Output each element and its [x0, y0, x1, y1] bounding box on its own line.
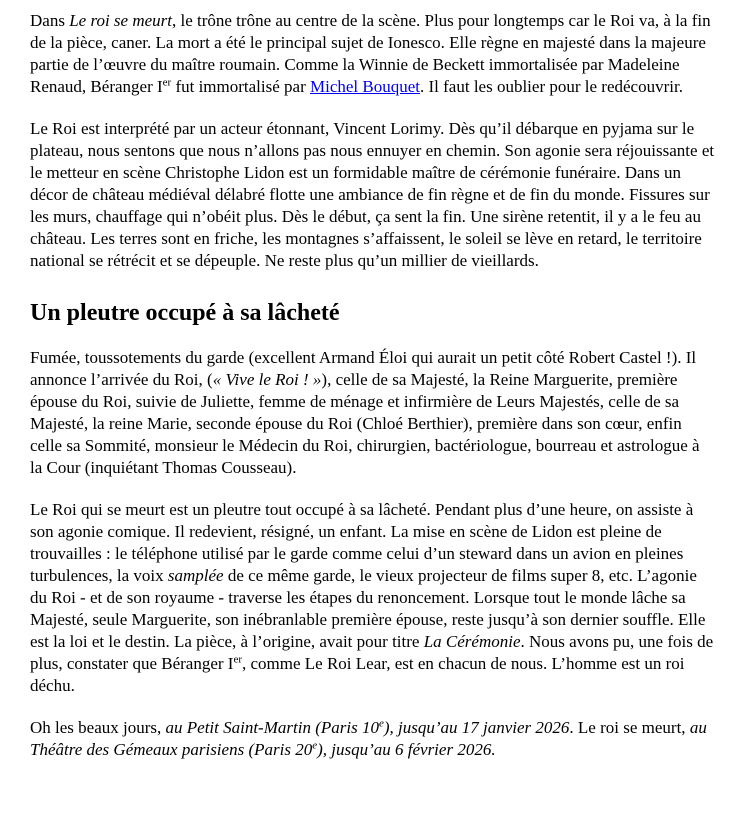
text-segment: Oh les beaux jours,: [30, 718, 166, 737]
italic-text: Le roi se meurt: [69, 11, 172, 30]
text-segment: Le Roi est interprété par un acteur étonnant, Vincent Lorimy. Dès qu’il débarque en pyjama sur le plateau, nous sentons que nous n’allons pas nous ennuyer en chemin. Son agonie sera réjouissante et le metteur en scène Christophe Lidon est un formidable maître de cérémonie funéraire. Dans un décor de château médiéval délabré flotte une ambiance de fin règne et de fin du monde. Fissures sur les murs, chauffage qui n’obéit plus. Dès le début, ça sent la fin. Une sirène retentit, il y a le feu au château. Les terres sont en friche, les montagnes s’affaissent, le soleil se lève en retard, le territoire national se rétrécit et se dépeuple. Ne reste plus qu’un millier de vieillards.: [30, 119, 715, 270]
text-segment: de ce même garde, le vieux projecteur de films super 8, etc. L’agonie du Roi - et de son royaume - traverse les étapes du renoncement. Lorsque tout le monde lâche sa Majesté, seule Marguerite, son inébranlable première épouse, reste jusqu’à son dernier souffle. Elle est la loi et le destin. La pièce, à l’origine, avait pour titre: [30, 566, 706, 651]
text-segment: . Il faut les oublier pour le redécouvrir.: [420, 77, 683, 96]
text-segment: , comme Le Roi Lear, est en chacun de nous. L’homme est un roi déchu.: [30, 654, 685, 695]
text-segment: ), celle de sa Majesté, la Reine Marguerite, première épouse du Roi, suivie de Juliette, femme de ménage et infirmière de Leurs Majestés, celle de sa Majesté, la reine Marie, seconde épouse du Roi (Chloé Berthier), première dans son cœur, enfin celle sa Sommité, monsieur le Médecin du Roi, chirurgien, bactériologue, bourreau et astrologue à la Cour (inquiétant Thomas Cousseau).: [30, 370, 700, 477]
text-segment: Fumée, toussotements du garde (excellent Armand Éloi qui aurait un petit côté Robert Castel !). Il annonce l’arrivée du Roi, (: [30, 348, 697, 389]
italic-text: La Cérémonie: [423, 632, 521, 651]
text-segment: . Nous avons pu, une fois de plus, constater que Béranger I: [30, 632, 714, 673]
italic-text: au Petit Saint-Martin (Paris 10: [165, 718, 379, 737]
section-heading: Un pleutre occupé à sa lâcheté: [30, 300, 340, 326]
superscript: er: [233, 653, 242, 666]
italic-text: ), jusqu’au 17 janvier 2026: [383, 718, 570, 737]
text-segment: Dans: [30, 11, 70, 30]
italic-text: « Vive le Roi ! »: [212, 370, 322, 389]
text-segment: , le trône trône au centre de la scène. Plus pour longtemps car le Roi va, à la fin de la pièce, caner. La mort a été le principal sujet de Ionesco. Elle règne en majesté dans la majeure partie de l’œuvre du maître roumain. Comme la Winnie de Beckett immortalisée par Madeleine Renaud, Béranger I: [30, 11, 711, 96]
italic-text: au Théâtre des Gémeaux parisiens (Paris 20: [30, 718, 707, 759]
text-segment: fut immortalisé par: [171, 77, 310, 96]
text-segment: Le Roi qui se meurt est un pleutre tout occupé à sa lâcheté. Pendant plus d’une heure, on assiste à son agonie comique. Il redevient, résigné, un enfant. La mise en scène de Lidon est pleine de trouvailles : le téléphone utilisé par le garde comme celui d’un steward dans un avion en pleines turbulences, la voix: [30, 500, 694, 585]
paragraph-characters: [30, 347, 715, 479]
superscript: er: [162, 76, 172, 89]
text-segment: . Le roi se meurt,: [569, 718, 690, 737]
paragraph-venues: [30, 717, 715, 761]
italic-text: samplée: [167, 566, 224, 585]
paragraph-actor: [30, 118, 715, 272]
michel-bouquet-link[interactable]: Michel Bouquet: [310, 77, 421, 96]
superscript: e: [312, 739, 318, 752]
superscript: e: [378, 717, 384, 730]
italic-text: ), jusqu’au 6 février 2026.: [317, 740, 496, 759]
paragraph-staging: [30, 499, 715, 697]
paragraph-intro: [30, 10, 715, 98]
